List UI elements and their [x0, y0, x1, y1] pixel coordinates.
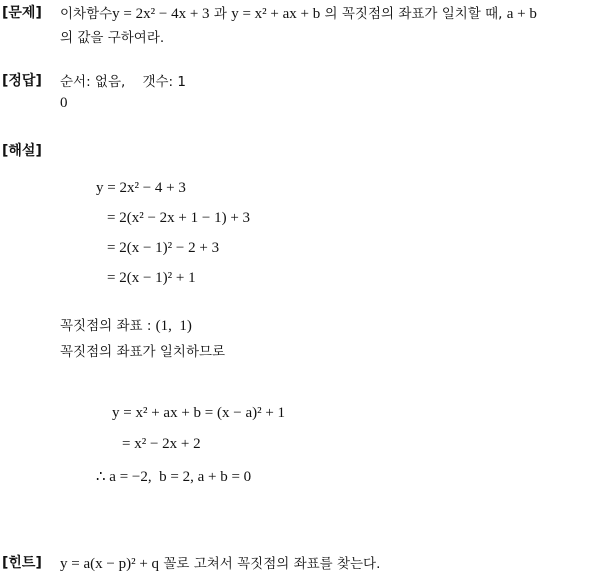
solution-equation-7: ∴ a = −2, b = 2, a + b = 0 — [96, 469, 252, 485]
hint-text: 꼴로 고쳐서 꼭짓점의 좌표를 찾는다. — [159, 556, 381, 572]
solution-equation-2: = 2(x² − 2x + 1 − 1) + 3 — [107, 210, 251, 226]
problem-text-mid: 과 — [209, 6, 232, 22]
answer-value: 0 — [60, 95, 68, 111]
solution-tag: [해설] — [2, 143, 42, 159]
hint-tag: [힌트] — [2, 555, 42, 571]
vertex-label: 꼭짓점의 좌표 : — [60, 318, 156, 334]
solution-equation-5: y = x² + ax + b = (x − a)² + 1 — [112, 405, 286, 421]
answer-tag: [정답] — [2, 73, 42, 89]
problem-tag: [문제] — [2, 5, 42, 21]
solution-equation-1: y = 2x² − 4 + 3 — [96, 180, 186, 196]
solution-equation-6: = x² − 2x + 2 — [122, 436, 201, 452]
answer-line-1: 순서: 없음, 갯수: 1 — [60, 74, 186, 90]
problem-line-1 — [60, 2, 537, 23]
hint-line — [60, 552, 380, 573]
problem-equation-3: a + b — [506, 6, 537, 22]
vertex-line — [60, 314, 192, 335]
problem-text-pre: 이차함수 — [60, 6, 113, 22]
vertex-value: (1, 1) — [155, 318, 192, 334]
problem-text-post: 의 꼭짓점의 좌표가 일치할 때, — [320, 6, 507, 22]
match-text: 꼭짓점의 좌표가 일치하므로 — [60, 344, 226, 360]
problem-equation-1: y = 2x² − 4x + 3 — [112, 6, 210, 22]
hint-equation: y = a(x − p)² + q — [60, 556, 160, 572]
problem-equation-2: y = x² + ax + b — [231, 6, 321, 22]
solution-equation-4: = 2(x − 1)² + 1 — [107, 270, 196, 286]
problem-line-2: 의 값을 구하여라. — [60, 30, 165, 46]
solution-equation-3: = 2(x − 1)² − 2 + 3 — [107, 240, 220, 256]
